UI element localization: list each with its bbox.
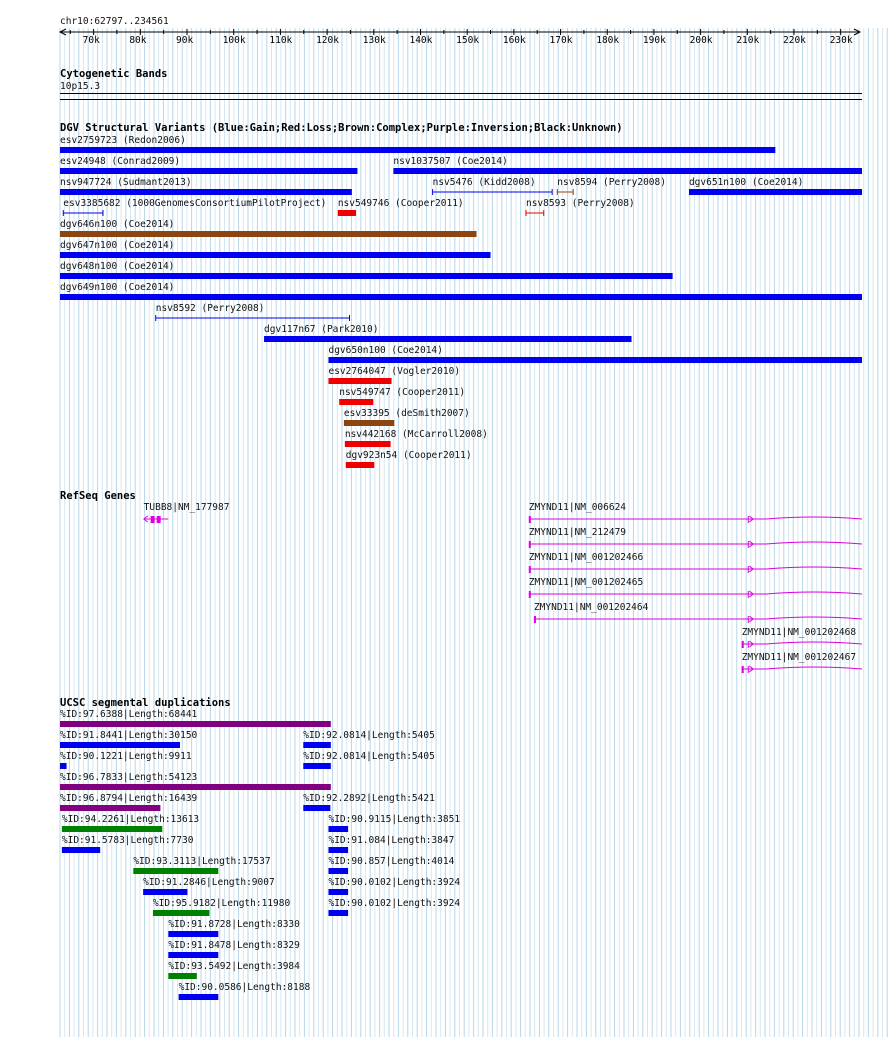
segdup-label[interactable]: %ID:91.2846|Length:9007	[143, 877, 275, 888]
dgv-variant-bar	[60, 189, 352, 195]
segdup-bar	[60, 784, 331, 790]
segdup-label[interactable]: %ID:91.8441|Length:30150	[60, 730, 198, 741]
segdup-label[interactable]: %ID:94.2261|Length:13613	[61, 814, 200, 825]
gene-intron-line	[529, 542, 862, 544]
segdup-label[interactable]: %ID:95.9182|Length:11980	[152, 898, 291, 909]
dgv-variant-bar	[328, 357, 862, 363]
cytoband-label: 10p15.3	[60, 81, 101, 92]
dgv-variant-label[interactable]: dgv923n54 (Cooper2011)	[345, 450, 472, 461]
refseq-gene-label[interactable]: ZMYND11|NM_001202465	[528, 577, 644, 588]
ruler-tick-label: 220k	[783, 35, 806, 46]
dgv-variant-label[interactable]: nsv1037507 (Coe2014)	[393, 156, 508, 167]
dgv-variant-bar	[339, 399, 373, 405]
ruler-tick-label: 90k	[176, 35, 194, 46]
dgv-variant-bar	[344, 420, 394, 426]
dgv-variant-bar	[393, 168, 862, 174]
dgv-variant-label[interactable]: nsv549746 (Cooper2011)	[337, 198, 464, 209]
dgv-variant-bar	[60, 273, 673, 279]
dgv-variant-bar	[345, 441, 391, 447]
segdup-label[interactable]: %ID:90.0102|Length:3924	[328, 877, 461, 888]
segdup-label[interactable]: %ID:91.8478|Length:8329	[168, 940, 300, 951]
segdup-bar	[60, 805, 160, 811]
refseq-gene-label[interactable]: TUBB8|NM_177987	[143, 502, 230, 513]
segdup-bar	[153, 910, 209, 916]
segdup-bar	[328, 910, 348, 916]
segdup-bar	[60, 742, 180, 748]
segdup-label[interactable]: %ID:90.0102|Length:3924	[328, 898, 461, 909]
segdup-label[interactable]: %ID:90.1221|Length:9911	[60, 751, 192, 762]
segdup-label[interactable]: %ID:92.2892|Length:5421	[303, 793, 435, 804]
segdup-bar	[328, 847, 348, 853]
dgv-variant-label[interactable]: nsv549747 (Cooper2011)	[339, 387, 466, 398]
segdup-label[interactable]: %ID:92.0814|Length:5405	[303, 730, 435, 741]
segdup-track-title: UCSC segmental duplications	[60, 697, 231, 709]
dgv-variant-label[interactable]: dgv647n100 (Coe2014)	[60, 240, 175, 251]
gene-exon	[151, 516, 155, 523]
gene-exon	[529, 566, 531, 573]
dgv-variant-label[interactable]: nsv5476 (Kidd2008)	[432, 177, 536, 188]
gene-exon	[529, 541, 531, 548]
ruler-tick-label: 130k	[362, 35, 386, 46]
ruler-tick-label: 120k	[316, 35, 339, 46]
segdup-bar	[168, 952, 218, 958]
dgv-variant-bar	[338, 210, 356, 216]
ruler-tick-label: 140k	[409, 35, 433, 46]
dgv-variant-bar	[328, 378, 391, 384]
dgv-variant-bar	[264, 336, 631, 342]
segdup-bar	[328, 868, 348, 874]
ruler-tick-label: 150k	[456, 35, 480, 46]
segdup-bar	[62, 847, 100, 853]
dgv-variant-label[interactable]: dgv651n100 (Coe2014)	[688, 177, 804, 188]
dgv-variant-label[interactable]: dgv650n100 (Coe2014)	[328, 345, 443, 356]
segdup-bar	[133, 868, 218, 874]
gene-intron-line	[742, 642, 862, 644]
segdup-bar	[303, 742, 331, 748]
gene-intron-line	[529, 592, 862, 594]
gene-intron-line	[742, 667, 862, 669]
gene-exon	[529, 516, 531, 523]
refseq-gene-label[interactable]: ZMYND11|NM_001202464	[533, 602, 649, 613]
segdup-label[interactable]: %ID:93.5492|Length:3984	[168, 961, 300, 972]
position-label: chr10:62797..234561	[60, 16, 169, 27]
refseq-gene-label[interactable]: ZMYND11|NM_001202468	[741, 627, 857, 638]
segdup-label[interactable]: %ID:96.7833|Length:54123	[60, 772, 198, 783]
refseq-track-title: RefSeq Genes	[60, 490, 136, 502]
segdup-label[interactable]: %ID:96.8794|Length:16439	[60, 793, 198, 804]
segdup-bar	[60, 721, 331, 727]
ruler-tick-label: 210k	[736, 35, 760, 46]
dgv-variant-label[interactable]: nsv947724 (Sudmant2013)	[60, 177, 192, 188]
ruler-tick-label: 180k	[596, 35, 620, 46]
segdup-label[interactable]: %ID:91.5783|Length:7730	[61, 835, 194, 846]
dgv-variant-bar	[60, 168, 357, 174]
segdup-bar	[168, 973, 196, 979]
ruler-tick-label: 170k	[549, 35, 573, 46]
segdup-bar	[143, 889, 187, 895]
segdup-bar	[328, 889, 348, 895]
segdup-bar	[62, 826, 162, 832]
segdup-bar	[60, 763, 67, 769]
dgv-variant-label[interactable]: dgv649n100 (Coe2014)	[60, 282, 175, 293]
dgv-variant-label[interactable]: dgv646n100 (Coe2014)	[60, 219, 175, 230]
ruler-tick-label: 190k	[642, 35, 666, 46]
gene-intron-line	[529, 567, 862, 569]
ruler-tick-label: 160k	[502, 35, 526, 46]
dgv-variant-bar	[60, 231, 477, 237]
ruler-tick-label: 70k	[82, 35, 100, 46]
segdup-label[interactable]: %ID:91.8728|Length:8330	[168, 919, 300, 930]
dgv-variant-label[interactable]: nsv442168 (McCarroll2008)	[344, 429, 488, 440]
dgv-variant-label[interactable]: esv24948 (Conrad2009)	[60, 156, 181, 167]
ruler-tick-label: 200k	[689, 35, 713, 46]
dgv-variant-label[interactable]: esv2764047 (Vogler2010)	[328, 366, 461, 377]
dgv-variant-label[interactable]: esv33395 (deSmith2007)	[343, 408, 470, 419]
dgv-variant-bar	[60, 252, 491, 258]
ruler-tick-label: 230k	[829, 35, 853, 46]
gene-exon	[534, 616, 536, 623]
gene-intron-line	[534, 617, 862, 619]
segdup-bar	[328, 826, 348, 832]
dgv-variant-label[interactable]: esv2759723 (Redon2006)	[60, 135, 186, 146]
refseq-gene-label[interactable]: ZMYND11|NM_001202467	[741, 652, 857, 663]
gene-exon	[742, 666, 744, 673]
gene-exon	[742, 641, 744, 648]
segdup-bar	[168, 931, 218, 937]
segdup-label[interactable]: %ID:92.0814|Length:5405	[303, 751, 435, 762]
refseq-gene-label[interactable]: ZMYND11|NM_006624	[528, 502, 627, 513]
segdup-label[interactable]: %ID:90.857|Length:4014	[328, 856, 455, 867]
refseq-gene-label[interactable]: ZMYND11|NM_212479	[528, 527, 627, 538]
refseq-gene-label[interactable]: ZMYND11|NM_001202466	[528, 552, 644, 563]
gene-intron-line	[529, 517, 862, 519]
dgv-variant-bar	[60, 294, 862, 300]
dgv-variant-label[interactable]: nsv8592 (Perry2008)	[155, 303, 265, 314]
dgv-variant-label[interactable]: dgv648n100 (Coe2014)	[60, 261, 175, 272]
gene-exon	[157, 516, 161, 523]
dgv-variant-label[interactable]: dgv117n67 (Park2010)	[264, 324, 379, 335]
ruler-tick-label: 110k	[269, 35, 293, 46]
gene-exon	[529, 591, 531, 598]
segdup-bar	[179, 994, 219, 1000]
ruler-tick-label: 80k	[129, 35, 147, 46]
segdup-label[interactable]: %ID:97.6388|Length:68441	[60, 709, 198, 720]
segdup-label[interactable]: %ID:91.084|Length:3847	[328, 835, 455, 846]
dgv-variant-bar	[60, 147, 775, 153]
dgv-variant-bar	[346, 462, 374, 468]
ruler-tick-label: 100k	[222, 35, 246, 46]
segdup-label[interactable]: %ID:93.3113|Length:17537	[133, 856, 271, 867]
dgv-variant-label[interactable]: esv3385682 (1000GenomesConsortiumPilotProject)	[63, 198, 327, 209]
cytoband-title: Cytogenetic Bands	[60, 68, 168, 80]
segdup-bar	[303, 763, 331, 769]
segdup-label[interactable]: %ID:90.9115|Length:3851	[328, 814, 461, 825]
dgv-variant-bar	[689, 189, 862, 195]
segdup-label[interactable]: %ID:90.0586|Length:8188	[178, 982, 311, 993]
segdup-bar	[303, 805, 330, 811]
dgv-track-title: DGV Structural Variants (Blue:Gain;Red:Loss;Brown:Complex;Purple:Inversion;Black:Unknown)	[60, 122, 623, 134]
dgv-variant-label[interactable]: nsv8594 (Perry2008)	[557, 177, 666, 188]
dgv-variant-label[interactable]: nsv8593 (Perry2008)	[525, 198, 635, 209]
